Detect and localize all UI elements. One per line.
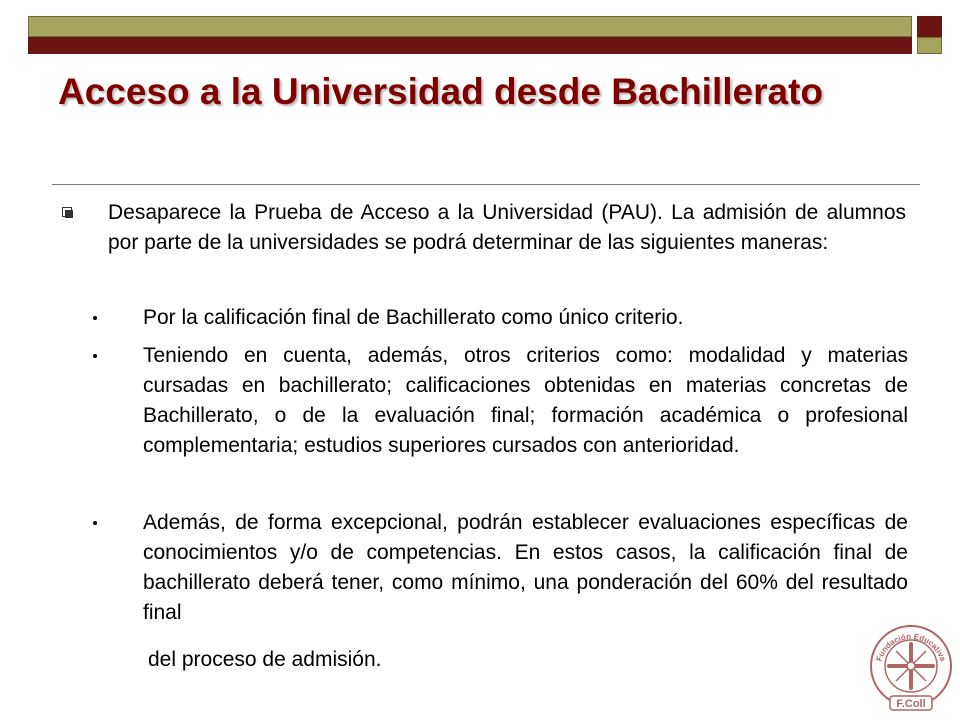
slide-title: Acceso a la Universidad desde Bachillerato [58, 71, 823, 112]
logo-arc-text: Fundación Educativa [874, 631, 948, 663]
checkbox-square-icon [62, 207, 72, 217]
sub-bullet-text-3: Además, de forma excepcional, podrán establecer evaluaciones específicas de conocimientos y/o de competencias. En estos casos, la calificación final de bachillerato deberá tener, como mínimo, una ponderación del 60% del resultado final [143, 511, 908, 624]
fundacion-logo [868, 620, 954, 712]
sub-bullet-text-1: Por la calificación final de Bachillerato como único criterio. [143, 306, 684, 329]
dot-icon [93, 316, 97, 320]
dot-icon [93, 521, 97, 525]
intro-bullet-text: Desaparece la Prueba de Acceso a la Universidad (PAU). La admisión de alumnos por parte de la universidades se podrá determinar de las siguientes maneras: [108, 201, 906, 254]
logo-name: F.Coll [896, 698, 926, 710]
dot-icon [93, 354, 97, 358]
fundacion-seal-icon [868, 620, 954, 712]
sub-bullet-continuation: del proceso de admisión. [148, 648, 382, 671]
sub-bullet-text-2: Teniendo en cuenta, además, otros criterios como: modalidad y materias cursadas en bachillerato; calificaciones obtenidas en materias concretas de Bachillerato, o de la evaluación final; formación académica o profesional complementaria; estudios superiores cursados con anterioridad. [143, 344, 908, 457]
